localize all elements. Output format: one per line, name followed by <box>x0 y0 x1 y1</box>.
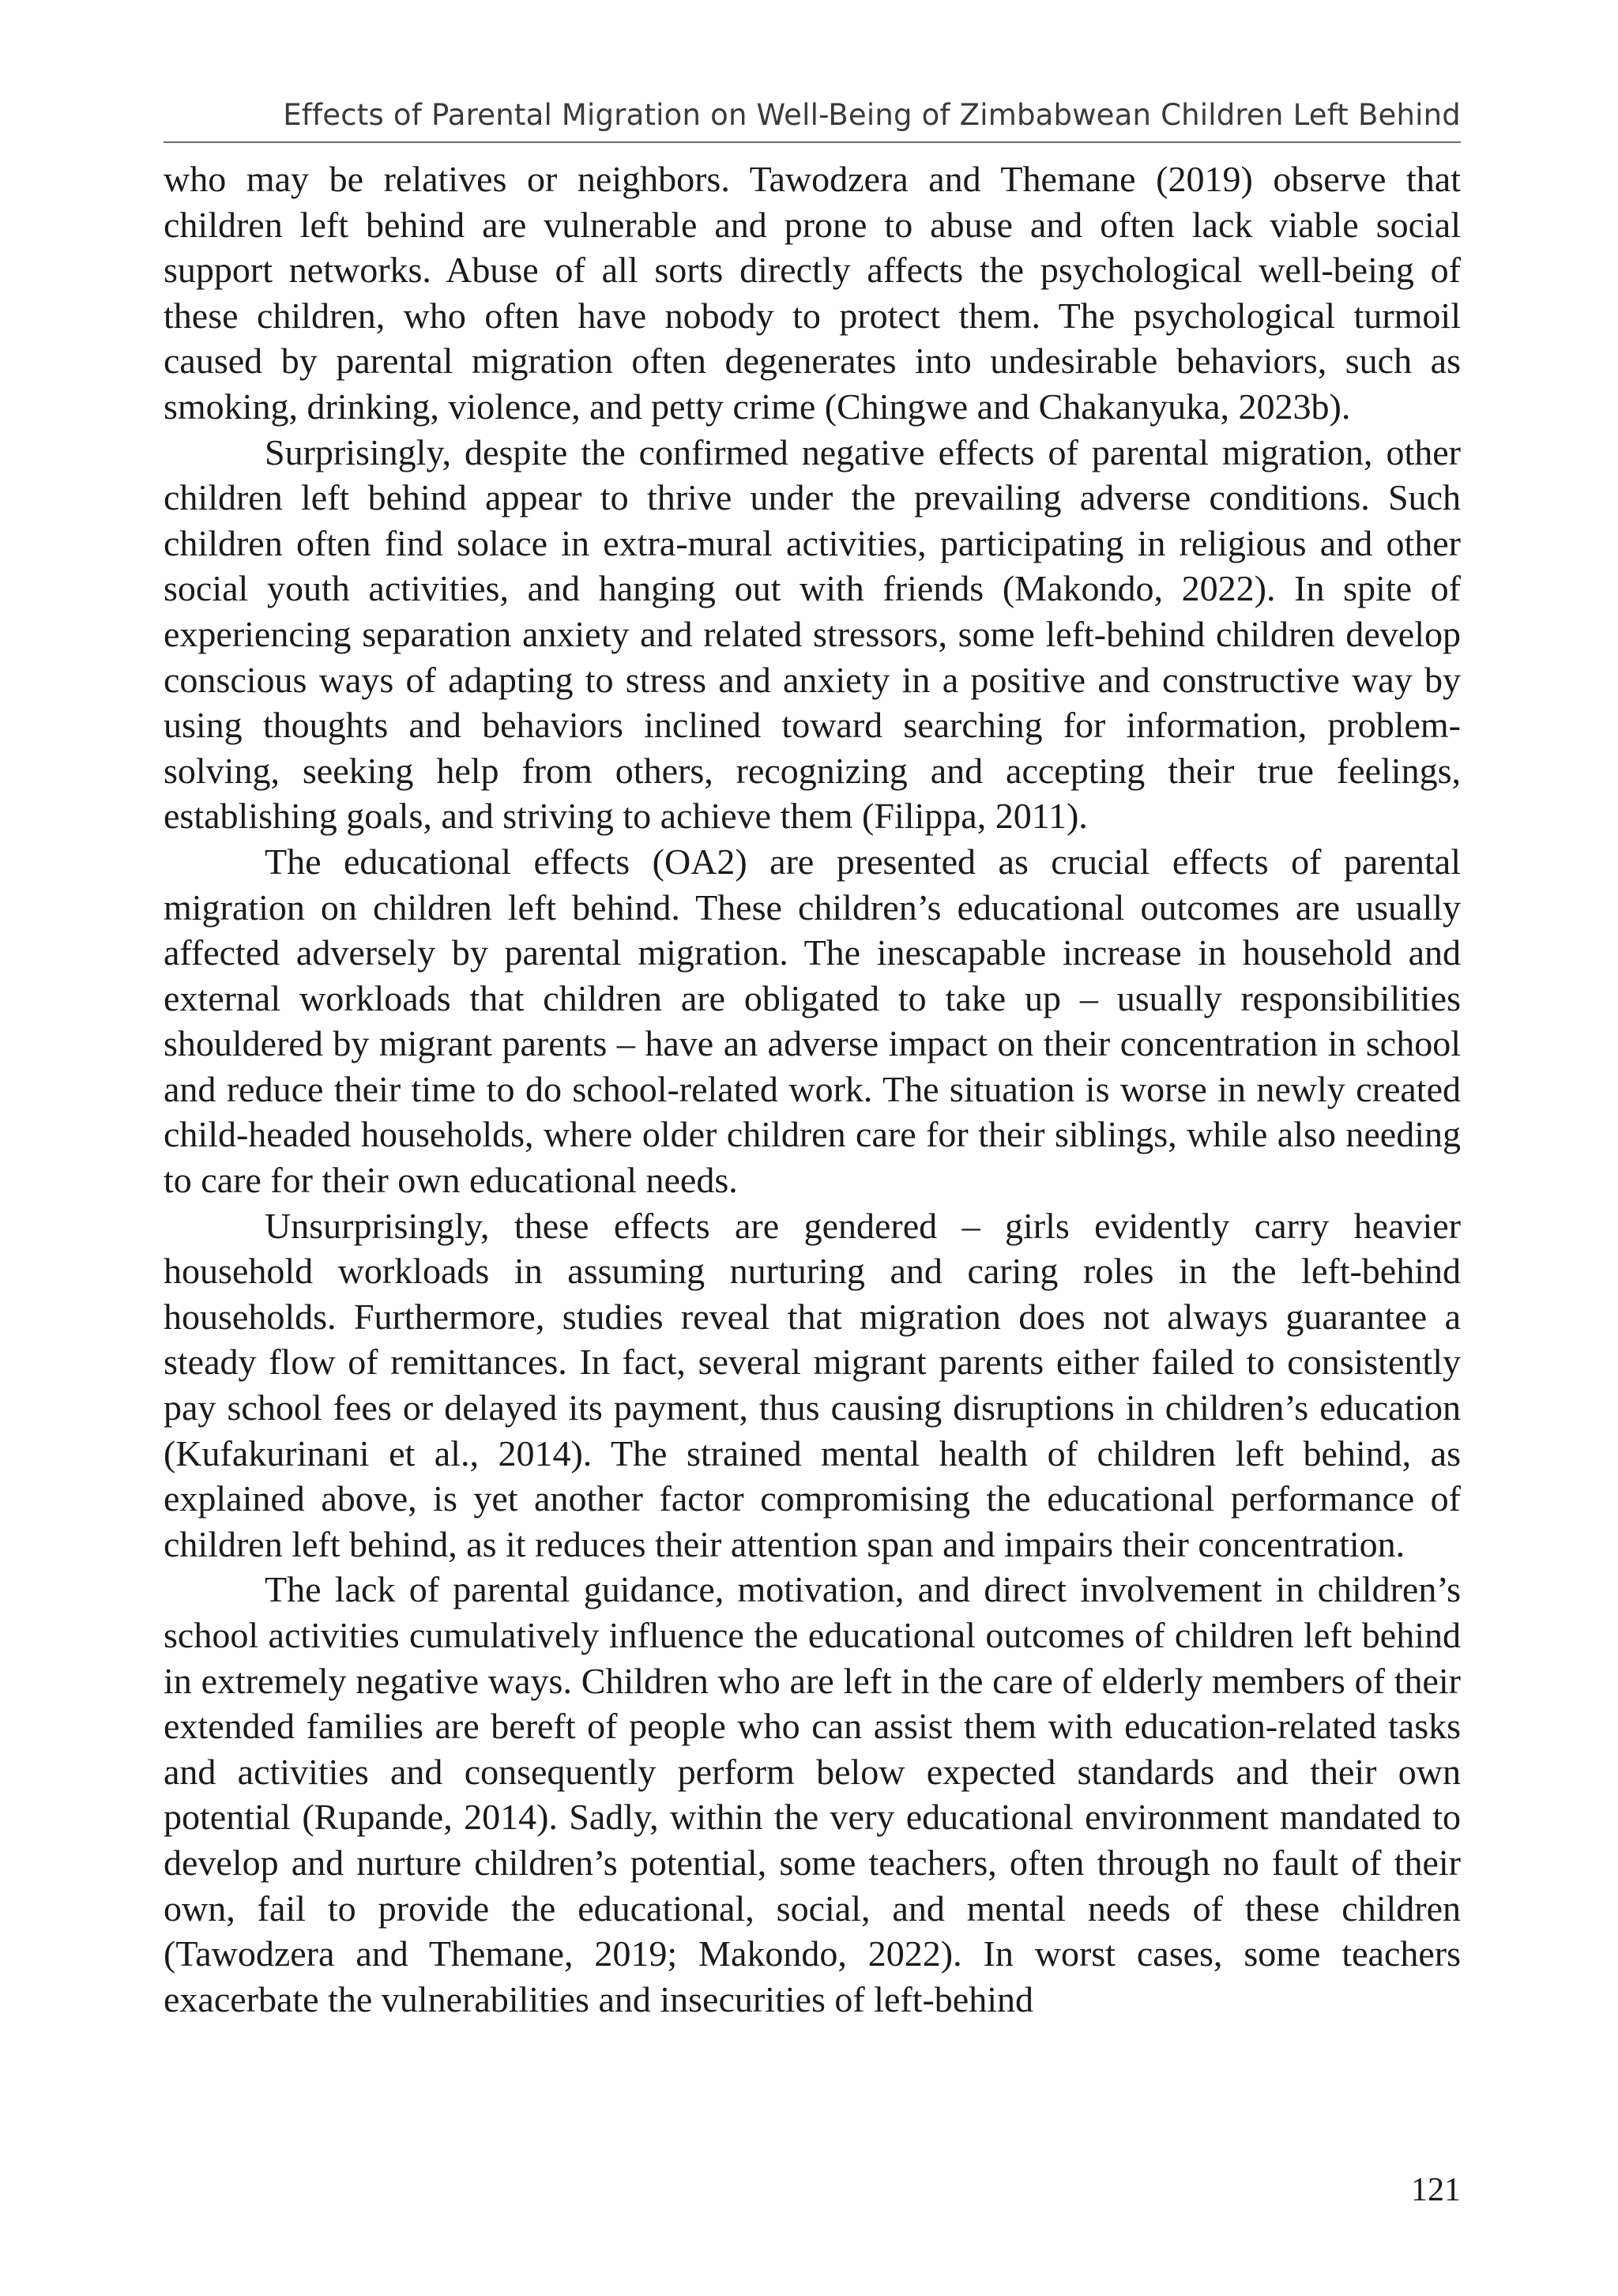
paragraph-parental-guidance: The lack of parental guidance, motivation, and direct involvement in children’s school activities cumulatively influence the educational outcomes of children left behind in extremely negative ways. Children who are left in the care of elderly members of their extended families are bereft of people who can assist them with education-related tasks and activities and consequently perform below expected standards and their own potential (Rupande, 2014). Sadly, within the very educational environment mandated to develop and nurture children’s potential, some teachers, often through no fault of their own, fail to provide the educational, social, and mental needs of these children (Tawodzera and Themane, 2019; Makondo, 2022). In worst cases, some teachers exacerbate the vulnerabilities and insecurities of left-behind <box>164 1569 1461 2019</box>
paragraph-educational-effects: The educational effects (OA2) are presented as crucial effects of parental migration on children left behind. These children’s educational outcomes are usually affected adversely by parental migration. The inescapable increase in household and external workloads that children are obligated to take up – usually responsibilities shouldered by migrant parents – have an adverse impact on their concentration in school and reduce their time to do school-related work. The situation is worse in newly created child-headed households, where older children care for their siblings, while also needing to care for their own educational needs. <box>164 841 1461 1201</box>
header-rule <box>164 141 1461 143</box>
page-number: 121 <box>1411 2172 1461 2208</box>
running-header: Effects of Parental Migration on Well-Being of Zimbabwean Children Left Behind <box>283 98 1461 132</box>
paragraph-continuation: who may be relatives or neighbors. Tawodzera and Themane (2019) observe that children left behind are vulnerable and prone to abuse and often lack viable social support networks. Abuse of all sorts directly affects the psychological well-being of these children, who often have nobody to protect them. The psychological turmoil caused by parental migration often degenerates into undesirable behaviors, such as smoking, drinking, violence, and petty crime (Chingwe and Chakanyuka, 2023b). <box>164 159 1461 427</box>
paragraph-unsurprisingly: Unsurprisingly, these effects are gendered – girls evidently carry heavier household workloads in assuming nurturing and caring roles in the left-behind households. Furthermore, studies reveal that migration does not always guarantee a steady flow of remittances. In fact, several migrant parents either failed to consistently pay school fees or delayed its payment, thus causing disruptions in children’s education (Kufakurinani et al., 2014). The strained mental health of children left behind, as explained above, is yet another factor compromising the educational performance of children left behind, as it reduces their attention span and impairs their concentration. <box>164 1205 1461 1564</box>
body-text <box>164 156 1461 2022</box>
paragraph-surprisingly: Surprisingly, despite the confirmed negative effects of parental migration, other children left behind appear to thrive under the prevailing adverse conditions. Such children often find solace in extra-mural activities, participating in religious and other social youth activities, and hanging out with friends (Makondo, 2022). In spite of experiencing separation anxiety and related stressors, some left-behind children develop conscious ways of adapting to stress and anxiety in a positive and constructive way by using thoughts and behaviors inclined toward searching for information, problem-solving, seeking help from others, recognizing and accepting their true feelings, establishing goals, and striving to achieve them (Filippa, 2011). <box>164 431 1461 837</box>
